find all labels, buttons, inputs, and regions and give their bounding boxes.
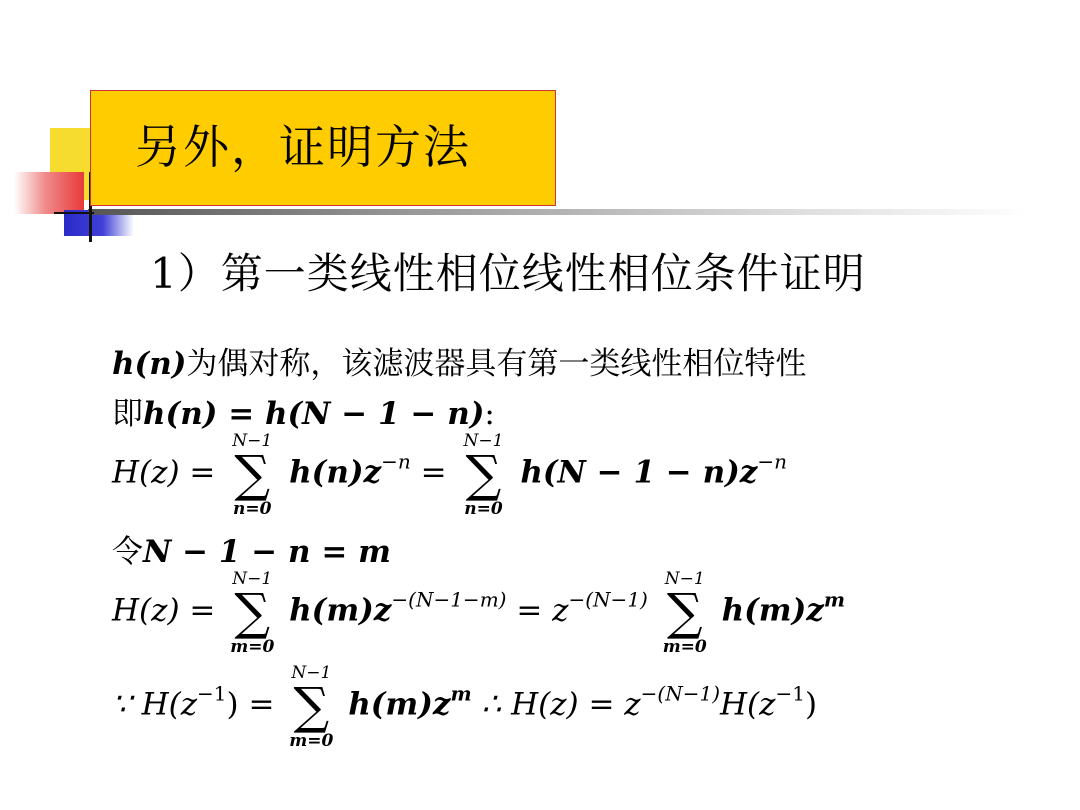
sum-symbol xyxy=(229,569,275,657)
sum-lower: m=0 xyxy=(662,637,707,657)
formula-line-6 xyxy=(112,663,818,751)
sum-lower: m=0 xyxy=(230,637,275,657)
decor-red-square xyxy=(14,172,84,214)
l3-term2: h(N − 1 − n)z xyxy=(520,454,758,491)
formula-line-1 xyxy=(112,338,806,383)
l5-term1: h(m)z xyxy=(289,592,392,629)
formula-line-5 xyxy=(112,569,846,657)
sum-upper: N−1 xyxy=(291,663,332,683)
l6-exp4: −1 xyxy=(775,681,805,706)
l4-prefix: 令 xyxy=(112,534,143,570)
substitution-equation: N − 1 − n = m xyxy=(143,534,391,570)
l3-exp1: −n xyxy=(381,449,411,474)
line2-prefix: 即 xyxy=(112,396,143,432)
l6-exp2: m xyxy=(450,681,472,706)
sum-symbol xyxy=(662,569,708,657)
sum-symbol xyxy=(288,663,334,751)
decor-cross-line xyxy=(54,212,94,214)
l3-eq: = xyxy=(420,454,447,491)
sum-lower: n=0 xyxy=(233,499,272,519)
l5-exp1: −(N−1−m) xyxy=(391,587,507,612)
symmetry-equation: h(n) = h(N − 1 − n) xyxy=(143,396,485,432)
formula-line-2 xyxy=(112,388,495,433)
l6-mid: ) = xyxy=(226,686,275,723)
sigma: ∑ xyxy=(234,583,271,641)
l3-lhs: H(z) = xyxy=(112,454,216,491)
line2-colon: : xyxy=(484,396,495,432)
l6-close: ) xyxy=(804,686,818,723)
sum-lower: n=0 xyxy=(464,499,503,519)
page-title: 另外，证明方法 xyxy=(135,120,471,174)
sum-symbol xyxy=(229,431,275,519)
sigma: ∑ xyxy=(234,445,271,503)
sum-upper: N−1 xyxy=(463,431,504,451)
l5-eq: = z xyxy=(516,592,569,629)
line1-text: 为偶对称，该滤波器具有第一类线性相位特性 xyxy=(186,346,807,382)
l3-exp2: −n xyxy=(757,449,788,474)
l5-lhs: H(z) = xyxy=(112,592,216,629)
sigma: ∑ xyxy=(465,445,502,503)
l6-tail: H(z xyxy=(720,686,776,723)
formula-line-3 xyxy=(112,431,788,519)
sum-upper: N−1 xyxy=(232,431,273,451)
formula-line-4 xyxy=(112,526,391,571)
l5-exp3: m xyxy=(823,587,846,612)
sum-symbol xyxy=(460,431,506,519)
l6-term: h(m)z xyxy=(348,686,451,723)
hn-symbol: h(n) xyxy=(112,346,187,382)
sigma: ∑ xyxy=(293,677,330,735)
l5-term2: h(m)z xyxy=(721,592,824,629)
l6-exp1: −1 xyxy=(197,681,227,706)
l3-term1: h(n)z xyxy=(289,454,382,491)
sigma: ∑ xyxy=(666,583,703,641)
l6-because: ∵ H(z xyxy=(112,686,198,723)
title-underline xyxy=(88,209,1028,215)
l6-therefore: ∴ H(z) = z xyxy=(471,686,641,723)
l5-exp2: −(N−1) xyxy=(568,587,648,612)
title-box xyxy=(90,90,556,206)
sum-upper: N−1 xyxy=(232,569,273,589)
sum-lower: m=0 xyxy=(289,731,334,751)
sum-upper: N−1 xyxy=(664,569,705,589)
subtitle: 1）第一类线性相位线性相位条件证明 xyxy=(150,249,866,298)
l6-exp3: −(N−1) xyxy=(640,681,721,706)
